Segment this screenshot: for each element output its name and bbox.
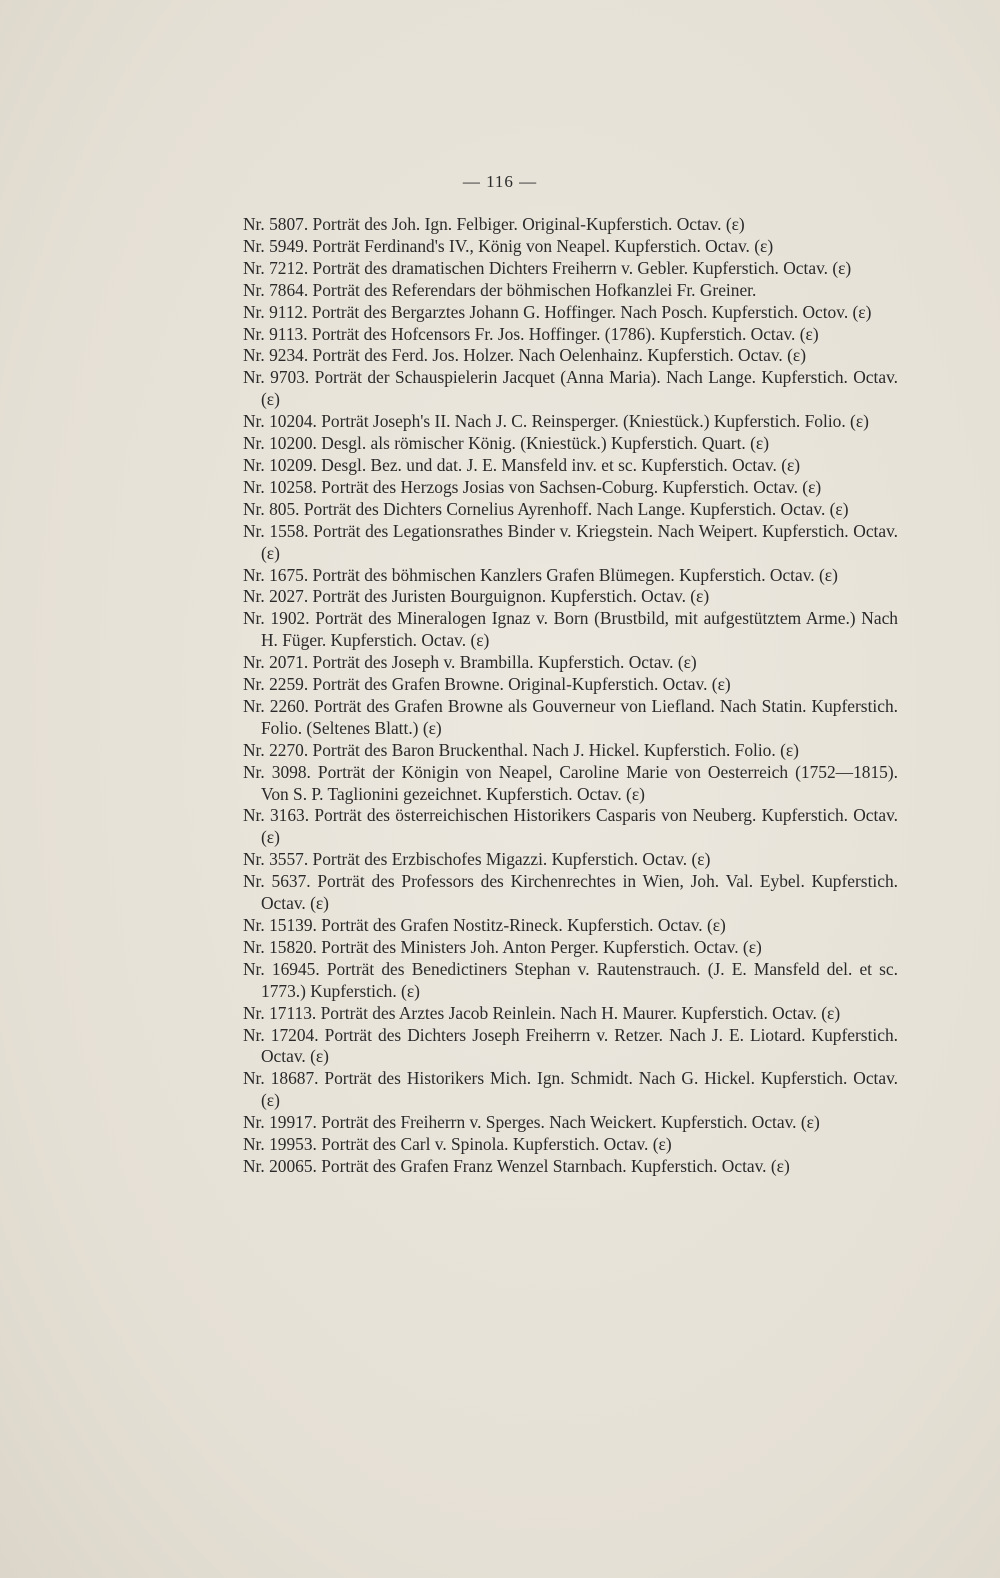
catalog-entry: Nr. 3163. Porträt des österreichischen Historikers Casparis von Neuberg. Kupferstich. Octav. (ε) <box>243 805 898 848</box>
catalog-entry: Nr. 2071. Porträt des Joseph v. Brambilla. Kupferstich. Octav. (ε) <box>243 652 697 673</box>
catalog-entry: Nr. 2259. Porträt des Grafen Browne. Original-Kupferstich. Octav. (ε) <box>243 674 731 695</box>
catalog-entry: Nr. 19953. Porträt des Carl v. Spinola. Kupferstich. Octav. (ε) <box>243 1134 672 1155</box>
catalog-entry: Nr. 805. Porträt des Dichters Cornelius Ayrenhoff. Nach Lange. Kupferstich. Octav. (ε) <box>243 498 849 519</box>
catalog-entry: Nr. 19917. Porträt des Freiherrn v. Sperges. Nach Weickert. Kupferstich. Octav. (ε) <box>243 1112 820 1133</box>
catalog-entry: Nr. 9112. Porträt des Bergarztes Johann G. Hoffinger. Nach Posch. Kupferstich. Octov. (ε) <box>243 301 872 322</box>
catalog-entry: Nr. 17204. Porträt des Dichters Joseph Freiherrn v. Retzer. Nach J. E. Liotard. Kupferstich. Octav. (ε) <box>243 1024 898 1067</box>
catalog-entry: Nr. 1558. Porträt des Legationsrathes Binder v. Kriegstein. Nach Weipert. Kupferstich. Octav. (ε) <box>243 520 898 563</box>
catalog-entry: Nr. 15820. Porträt des Ministers Joh. Anton Perger. Kupferstich. Octav. (ε) <box>243 936 762 957</box>
catalog-entry: Nr. 9234. Porträt des Ferd. Jos. Holzer. Nach Oelenhainz. Kupferstich. Octav. (ε) <box>243 345 807 366</box>
catalog-entry: Nr. 2027. Porträt des Juristen Bourguignon. Kupferstich. Octav. (ε) <box>243 586 710 607</box>
catalog-entry: Nr. 5949. Porträt Ferdinand's IV., König von Neapel. Kupferstich. Octav. (ε) <box>243 235 774 256</box>
catalog-entry: Nr. 3098. Porträt der Königin von Neapel, Caroline Marie von Oesterreich (1752—1815). Von S. P. Taglionini gezeichnet. Kupferstich. Octav. (ε) <box>243 761 898 804</box>
catalog-entry: Nr. 18687. Porträt des Historikers Mich. Ign. Schmidt. Nach G. Hickel. Kupferstich. Octav. (ε) <box>243 1068 898 1111</box>
catalog-entry: Nr. 16945. Porträt des Benedictiners Stephan v. Rautenstrauch. (J. E. Mansfeld del. et sc. 1773.) Kupferstich. (ε) <box>243 958 898 1001</box>
catalog-entry: Nr. 9113. Porträt des Hofcensors Fr. Jos. Hoffinger. (1786). Kupferstich. Octav. (ε) <box>243 323 819 344</box>
catalog-entry: Nr. 20065. Porträt des Grafen Franz Wenzel Starnbach. Kupferstich. Octav. (ε) <box>243 1155 790 1176</box>
catalog-entry: Nr. 17113. Porträt des Arztes Jacob Reinlein. Nach H. Maurer. Kupferstich. Octav. (ε) <box>243 1002 841 1023</box>
catalog-entries <box>243 214 898 1178</box>
catalog-entry: Nr. 2270. Porträt des Baron Bruckenthal. Nach J. Hickel. Kupferstich. Folio. (ε) <box>243 739 799 760</box>
catalog-entry: Nr. 5807. Porträt des Joh. Ign. Felbiger. Original-Kupferstich. Octav. (ε) <box>243 214 745 234</box>
catalog-entry: Nr. 3557. Porträt des Erzbischofes Migazzi. Kupferstich. Octav. (ε) <box>243 849 711 870</box>
catalog-entry: Nr. 5637. Porträt des Professors des Kirchenrechtes in Wien, Joh. Val. Eybel. Kupferstich. Octav. (ε) <box>243 871 898 914</box>
catalog-entry: Nr. 15139. Porträt des Grafen Nostitz-Rineck. Kupferstich. Octav. (ε) <box>243 915 726 935</box>
catalog-entry: Nr. 2260. Porträt des Grafen Browne als Gouverneur von Liefland. Nach Statin. Kupferstich. Folio. (Seltenes Blatt.) (ε) <box>243 695 898 738</box>
catalog-entry: Nr. 10204. Porträt Joseph's II. Nach J. C. Reinsperger. (Kniestück.) Kupferstich. Folio. (ε) <box>243 411 869 432</box>
page-number: — 116 — <box>462 172 538 191</box>
catalog-entry: Nr. 9703. Porträt der Schauspielerin Jacquet (Anna Maria). Nach Lange. Kupferstich. Octav. (ε) <box>243 367 898 410</box>
catalog-entry: Nr. 10200. Desgl. als römischer König. (Kniestück.) Kupferstich. Quart. (ε) <box>243 433 770 454</box>
catalog-entry: Nr. 7864. Porträt des Referendars der böhmischen Hofkanzlei Fr. Greiner. <box>243 279 757 300</box>
catalog-entry: Nr. 10258. Porträt des Herzogs Josias von Sachsen-Coburg. Kupferstich. Octav. (ε) <box>243 476 822 497</box>
catalog-entry: Nr. 1675. Porträt des böhmischen Kanzlers Grafen Blümegen. Kupferstich. Octav. (ε) <box>243 564 838 585</box>
catalog-entry: Nr. 10209. Desgl. Bez. und dat. J. E. Mansfeld inv. et sc. Kupferstich. Octav. (ε) <box>243 454 801 475</box>
catalog-entry: Nr. 1902. Porträt des Mineralogen Ignaz v. Born (Brustbild, mit aufgestütztem Arme.) Nach H. Füger. Kupferstich. Octav. (ε) <box>243 608 898 651</box>
catalog-entry: Nr. 7212. Porträt des dramatischen Dichters Freiherrn v. Gebler. Kupferstich. Octav. (ε) <box>243 257 852 278</box>
